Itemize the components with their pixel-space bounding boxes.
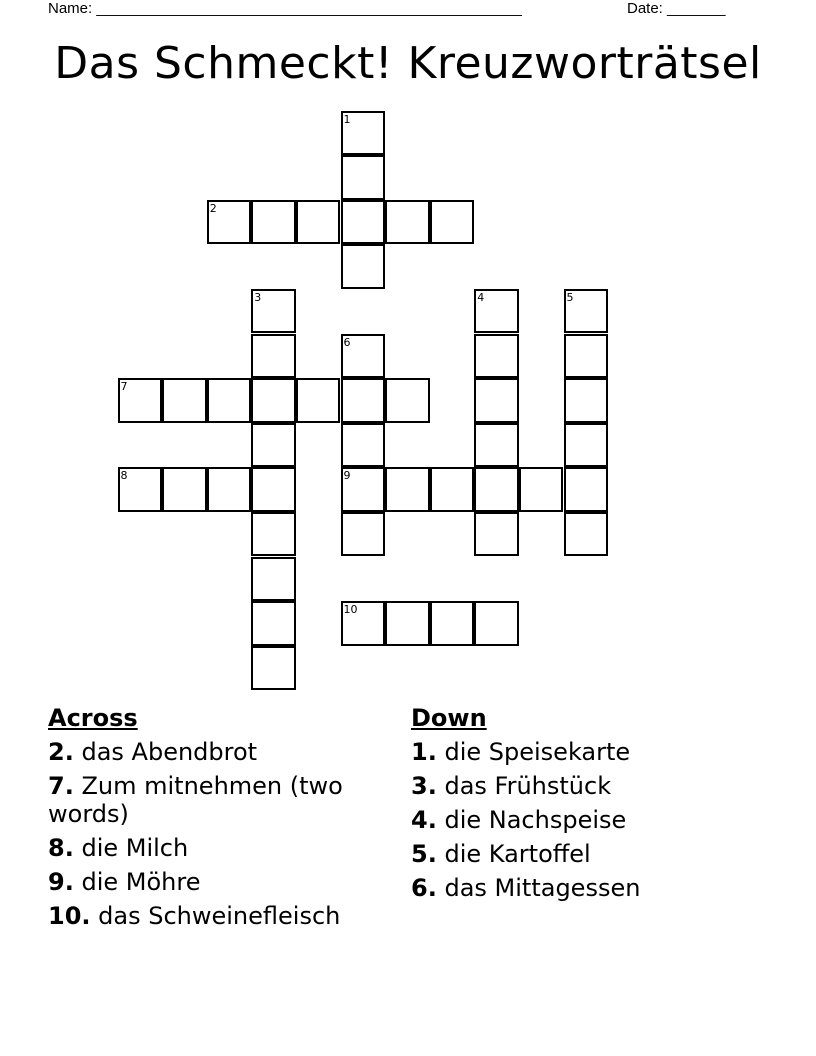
grid-cell[interactable]: [341, 200, 386, 245]
grid-cell[interactable]: [385, 200, 430, 245]
cell-number: 9: [343, 469, 351, 483]
clue-text: das Frühstück: [444, 772, 612, 800]
grid-cell[interactable]: [251, 423, 296, 468]
clue-number: 6.: [411, 874, 437, 902]
grid-cell[interactable]: [207, 200, 252, 245]
down-heading: Down: [411, 704, 487, 732]
clue-across-8: [48, 834, 378, 862]
clue-number: 4.: [411, 806, 437, 834]
grid-cell[interactable]: [385, 601, 430, 646]
clue-across-7: [48, 772, 378, 828]
cell-number: 10: [343, 603, 358, 617]
grid-cell[interactable]: [341, 512, 386, 557]
cell-number: 6: [343, 335, 351, 349]
grid-cell[interactable]: [430, 200, 475, 245]
grid-cell[interactable]: [430, 601, 475, 646]
grid-cell[interactable]: [118, 467, 163, 512]
clue-text: die Milch: [81, 834, 189, 862]
clue-text: die Nachspeise: [444, 806, 627, 834]
page-title: Das Schmeckt! Kreuzworträtsel: [54, 38, 762, 89]
grid-cell[interactable]: [430, 467, 475, 512]
cell-number: 3: [254, 290, 262, 304]
grid-cell[interactable]: [341, 601, 386, 646]
grid-cell[interactable]: [341, 467, 386, 512]
across-heading: Across: [48, 704, 138, 732]
clue-number: 8.: [48, 834, 74, 862]
clue-text: das Schweinefleisch: [98, 902, 341, 930]
grid-cell[interactable]: [474, 467, 519, 512]
grid-cell[interactable]: [251, 378, 296, 423]
grid-cell[interactable]: [564, 467, 609, 512]
clue-number: 10.: [48, 902, 91, 930]
clue-down-4: [411, 806, 771, 834]
grid-cell[interactable]: [207, 378, 252, 423]
grid-cell[interactable]: [474, 289, 519, 334]
grid-cell[interactable]: [564, 334, 609, 379]
grid-cell[interactable]: [341, 423, 386, 468]
clue-down-3: [411, 772, 771, 800]
grid-cell[interactable]: [474, 423, 519, 468]
clue-text: die Speisekarte: [444, 738, 631, 766]
grid-cell[interactable]: [296, 378, 341, 423]
clue-text: Zum mitnehmen (two words): [48, 772, 343, 828]
cell-number: 8: [120, 469, 128, 483]
grid-cell[interactable]: [564, 289, 609, 334]
cell-number: 4: [477, 290, 485, 304]
date-field: Date: _______: [627, 0, 726, 17]
grid-cell[interactable]: [296, 200, 341, 245]
clue-text: die Kartoffel: [444, 840, 591, 868]
cell-number: 2: [209, 201, 217, 215]
grid-cell[interactable]: [251, 512, 296, 557]
cell-number: 1: [343, 112, 351, 126]
grid-cell[interactable]: [162, 378, 207, 423]
grid-cell[interactable]: [251, 289, 296, 334]
grid-cell[interactable]: [251, 557, 296, 602]
clue-text: das Abendbrot: [81, 738, 258, 766]
clue-number: 2.: [48, 738, 74, 766]
clue-across-2: [48, 738, 378, 766]
clue-number: 3.: [411, 772, 437, 800]
grid-cell[interactable]: [341, 334, 386, 379]
clue-number: 9.: [48, 868, 74, 896]
grid-cell[interactable]: [474, 378, 519, 423]
grid-cell[interactable]: [162, 467, 207, 512]
grid-cell[interactable]: [341, 378, 386, 423]
grid-cell[interactable]: [474, 512, 519, 557]
grid-cell[interactable]: [251, 200, 296, 245]
grid-cell[interactable]: [118, 378, 163, 423]
clue-number: 7.: [48, 772, 74, 800]
grid-cell[interactable]: [474, 601, 519, 646]
clue-down-1: [411, 738, 771, 766]
clue-number: 5.: [411, 840, 437, 868]
clue-text: die Möhre: [81, 868, 201, 896]
cell-number: 5: [566, 290, 574, 304]
header: [0, 0, 816, 20]
grid-cell[interactable]: [341, 155, 386, 200]
grid-cell[interactable]: [341, 244, 386, 289]
name-field: Name: ___________________________________________________: [48, 0, 522, 17]
clue-text: das Mittagessen: [444, 874, 641, 902]
grid-cell[interactable]: [207, 467, 252, 512]
clue-across-10: [48, 902, 378, 930]
clue-down-5: [411, 840, 771, 868]
clue-number: 1.: [411, 738, 437, 766]
grid-cell[interactable]: [385, 378, 430, 423]
grid-cell[interactable]: [385, 467, 430, 512]
grid-cell[interactable]: [564, 378, 609, 423]
cell-number: 7: [120, 380, 128, 394]
grid-cell[interactable]: [251, 646, 296, 691]
down-clues: [411, 704, 771, 908]
grid-cell[interactable]: [251, 334, 296, 379]
grid-cell[interactable]: [341, 111, 386, 156]
grid-cell[interactable]: [564, 423, 609, 468]
grid-cell[interactable]: [251, 467, 296, 512]
grid-cell[interactable]: [251, 601, 296, 646]
clue-across-9: [48, 868, 378, 896]
grid-cell[interactable]: [474, 334, 519, 379]
grid-cell[interactable]: [519, 467, 564, 512]
across-clues: [48, 704, 378, 936]
clue-down-6: [411, 874, 771, 902]
grid-cell[interactable]: [564, 512, 609, 557]
